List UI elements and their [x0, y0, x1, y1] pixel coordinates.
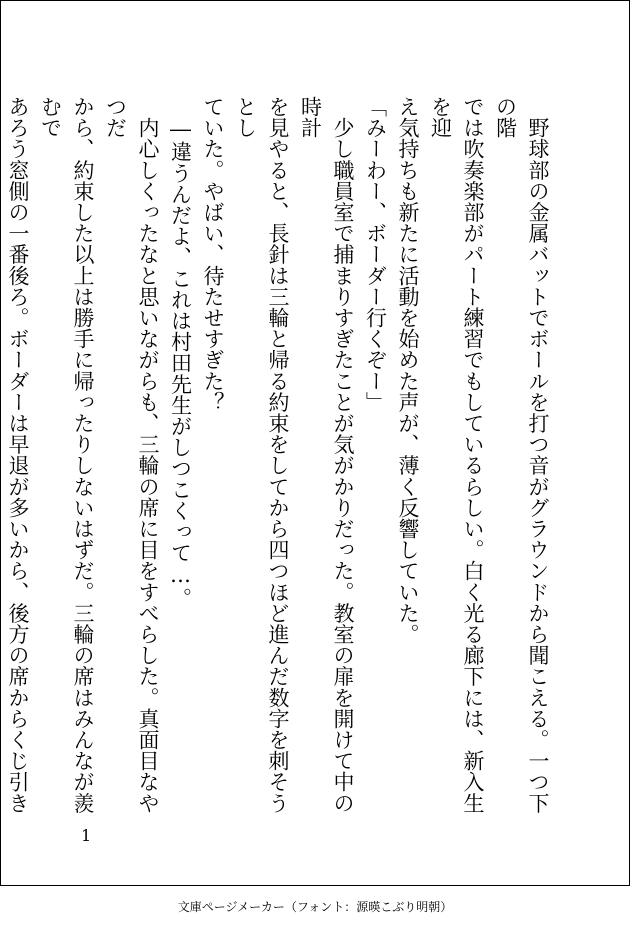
- text-line: 野球部の金属バットでボールを打つ音がグラウンドから聞こえる。一つ下の階: [493, 96, 550, 814]
- text-line: 少し職員室で捕まりすぎたことが気がかりだった。教室の扉を開けて中の時計: [298, 96, 355, 814]
- text-line: から、約束した以上は勝手に帰ったりしないはずだ。三輪の席はみんなが羨むで: [38, 96, 95, 814]
- page-number: 1: [81, 826, 92, 845]
- text-line: では吹奏楽部がパート練習でもしているらしい。白く光る廊下には、新入生を迎: [428, 96, 485, 814]
- footer-credit: 文庫ページメーカー（フォント：源暎こぶり明朝）: [177, 900, 453, 914]
- vertical-body-text: [0, 96, 554, 826]
- text-line: ていた。やばい、待たせすぎた？: [201, 96, 225, 413]
- text-line: 内心しくったなと思いながらも、三輪の席に目をすべらした。真面目なやつだ: [103, 96, 160, 814]
- text-line: え気持ちも新たに活動を始めた声が、薄く反響していた。: [396, 96, 420, 645]
- text-line: 「みーわー、ボーダー行くぞー」: [363, 96, 388, 413]
- text-line: あろう窓側の一番後ろ。ボーダーは早退が多いから、後方の席からくじ引き: [6, 96, 30, 814]
- text-line: を見やると、長針は三輪と帰る約束をしてから四つほど進んだ数字を刺そうとし: [233, 96, 290, 814]
- text-line: ―違うんだよ、これは村田先生がしつこくって…。: [168, 96, 193, 609]
